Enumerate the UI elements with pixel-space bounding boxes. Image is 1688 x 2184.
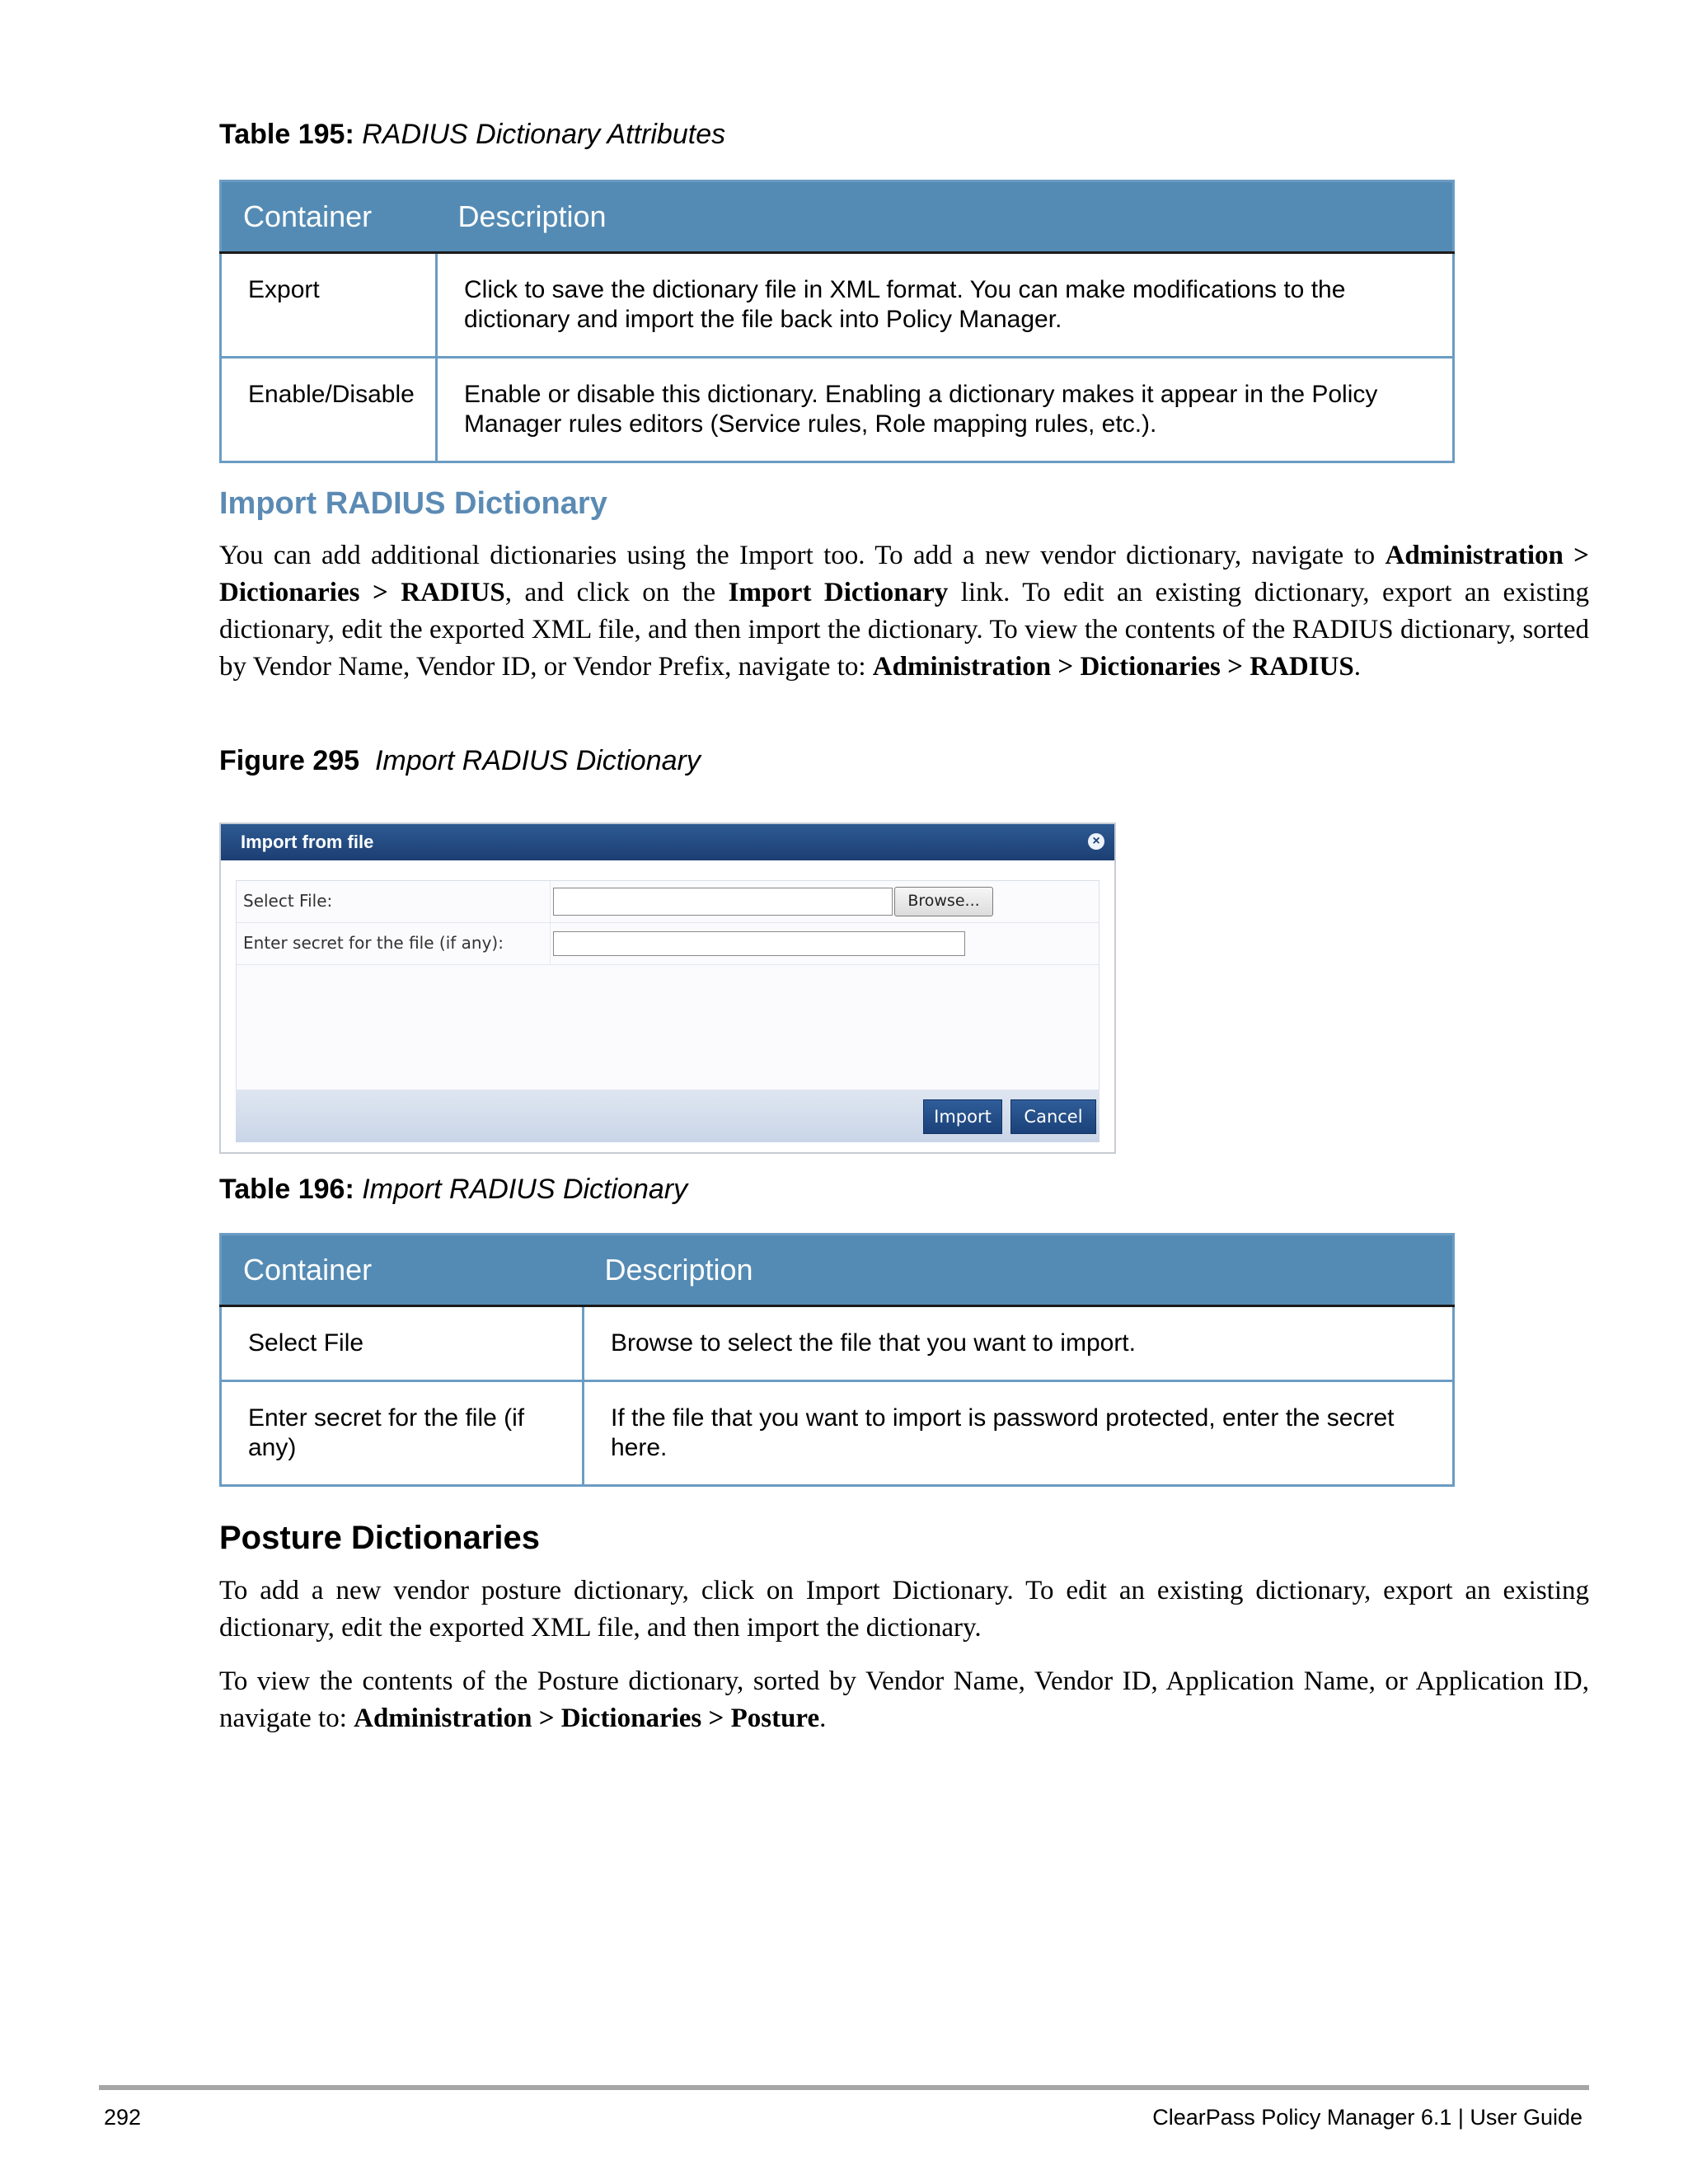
secret-label: Enter secret for the file (if any):	[237, 923, 551, 964]
table-196-caption	[219, 1174, 687, 1206]
section-heading-posture: Posture Dictionaries	[219, 1520, 541, 1556]
table-row	[221, 358, 1454, 462]
bold-text: Dictionaries	[560, 1704, 702, 1733]
table-cell-container: Enter secret for the file (if any)	[221, 1381, 584, 1486]
bold-text: >	[359, 578, 401, 607]
table-caption-title: RADIUS Dictionary Attributes	[362, 119, 726, 150]
table-row	[221, 253, 1454, 358]
table-header-row	[221, 1235, 1454, 1306]
column-header-description: Description	[584, 1235, 1454, 1306]
posture-paragraph-2	[219, 1663, 1589, 1737]
bold-text: Administration	[872, 652, 1052, 682]
footer-doc-title: ClearPass Policy Manager 6.1 | User Guide	[1152, 2105, 1582, 2130]
text: .	[1353, 652, 1361, 682]
import-dialog	[219, 823, 1116, 1154]
bold-text: Dictionaries	[219, 578, 360, 607]
figure-caption-label: Figure 295	[219, 745, 360, 776]
bold-text: RADIUS	[401, 578, 505, 607]
bold-text: >	[1051, 652, 1081, 682]
table-cell-description: Enable or disable this dictionary. Enabling a dictionary makes it appear in the Policy Manager rules editors (Service rules, Role mapping rules, etc.).	[437, 358, 1454, 462]
bold-text: Administration	[354, 1704, 532, 1733]
file-path-input[interactable]	[553, 888, 893, 916]
bold-text: >	[1220, 652, 1250, 682]
table-row	[221, 1306, 1454, 1381]
figure-295-caption	[219, 745, 701, 777]
footer-divider	[99, 2085, 1589, 2090]
text: .	[819, 1704, 827, 1733]
cancel-button[interactable]: Cancel	[1010, 1099, 1096, 1134]
page-number: 292	[104, 2105, 142, 2130]
dialog-body	[236, 880, 1100, 1091]
table-caption-title: Import RADIUS Dictionary	[362, 1174, 688, 1205]
figure-caption-title: Import RADIUS Dictionary	[374, 745, 701, 776]
import-button[interactable]: Import	[923, 1099, 1002, 1134]
text: You can add additional dictionaries using the Import too. To add a new vendor dictionary, navigate to	[219, 541, 1386, 570]
table-195	[219, 180, 1455, 463]
bold-text: Administration	[1385, 541, 1564, 570]
bold-text: Dictionaries	[1080, 652, 1221, 682]
import-paragraph	[219, 537, 1589, 686]
browse-button[interactable]: Browse...	[894, 887, 993, 916]
section-heading-import-radius: Import RADIUS Dictionary	[219, 486, 607, 521]
table-cell-container: Export	[221, 253, 437, 358]
select-file-label: Select File:	[237, 881, 551, 922]
table-cell-container: Enable/Disable	[221, 358, 437, 462]
table-cell-description: Click to save the dictionary file in XML format. You can make modifications to the dictionary and import the file back into Policy Manager.	[437, 253, 1454, 358]
bold-text: >	[532, 1704, 561, 1733]
secret-input[interactable]	[553, 931, 965, 956]
dialog-title: Import from file	[241, 832, 374, 852]
bold-text: Import Dictionary	[728, 578, 949, 607]
dialog-footer	[236, 1090, 1100, 1142]
table-195-caption	[219, 119, 725, 151]
bold-text: RADIUS	[1250, 652, 1354, 682]
table-196	[219, 1233, 1455, 1487]
table-cell-description: If the file that you want to import is password protected, enter the secret here.	[584, 1381, 1454, 1486]
column-header-container: Container	[221, 181, 437, 253]
column-header-description: Description	[437, 181, 1454, 253]
text: , and click on the	[504, 578, 729, 607]
close-icon[interactable]: ×	[1088, 833, 1104, 850]
secret-row	[237, 923, 1099, 965]
text: link. To edit an existing dictionary, export an existing dictionary, edit the exported XML file, and then import the dictionary. To view the contents of the RADIUS dictionary, sorted by Vendor Name, Vendor ID, or Vendor Prefix, navigate to:	[219, 578, 1589, 682]
bold-text: Posture	[730, 1704, 820, 1733]
table-cell-container: Select File	[221, 1306, 584, 1381]
select-file-row	[237, 881, 1099, 923]
posture-paragraph-1: To add a new vendor posture dictionary, click on Import Dictionary. To edit an existing dictionary, export an existing dictionary, edit the exported XML file, and then import the dictionary.	[219, 1576, 1589, 1643]
table-caption-label: Table 195:	[219, 119, 354, 150]
table-header-row	[221, 181, 1454, 253]
table-caption-label: Table 196:	[219, 1174, 354, 1205]
text: To view the contents of the Posture dictionary, sorted by Vendor Name, Vendor ID, Application Name, or Application ID, navigate to:	[219, 1666, 1589, 1733]
bold-text: >	[1563, 541, 1589, 570]
column-header-container: Container	[221, 1235, 584, 1306]
bold-text: >	[701, 1704, 731, 1733]
table-row	[221, 1381, 1454, 1486]
table-cell-description: Browse to select the file that you want to import.	[584, 1306, 1454, 1381]
dialog-title-bar	[221, 824, 1114, 860]
